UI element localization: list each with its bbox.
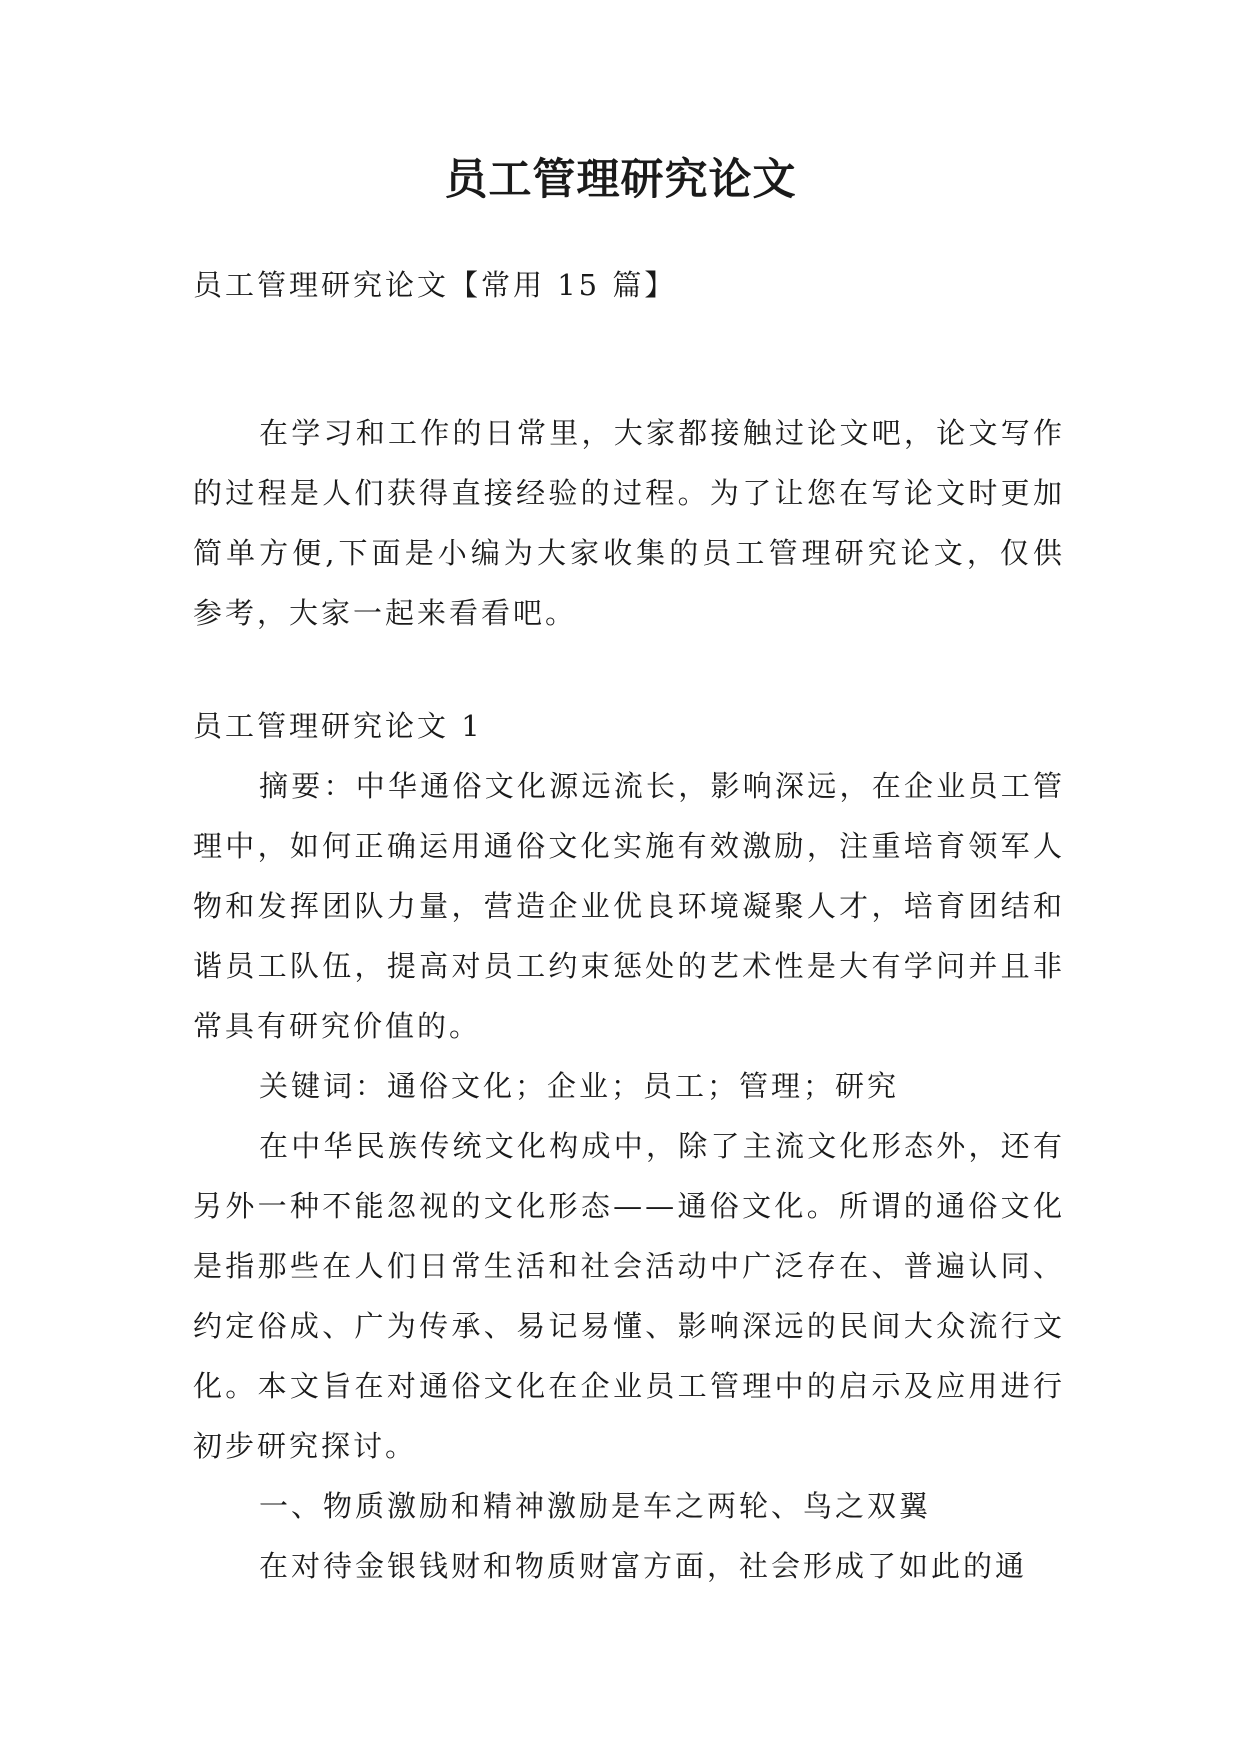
point-one-heading: 一、物质激励和精神激励是车之两轮、鸟之双翼 [259, 1489, 932, 1523]
section-heading: 员工管理研究论文 1 [193, 709, 483, 743]
keywords-paragraph: 关键词：通俗文化；企业；员工；管理；研究 [259, 1069, 900, 1103]
document-subtitle: 员工管理研究论文【常用 15 篇】 [193, 268, 677, 302]
document-title: 员工管理研究论文 [444, 155, 797, 205]
body-paragraph: 在中华民族传统文化构成中，除了主流文化形态外，还有另外一种不能忽视的文化形态——通俗文化。所谓的通俗文化是指那些在人们日常生活和社会活动中广泛存在、普遍认同、约定俗成、广为传承、易记易懂、影响深远的民间大众流行文化。本文旨在对通俗文化在企业员工管理中的启示及应用进行初步研究探讨。 [193, 1129, 1065, 1463]
abstract-paragraph: 摘要：中华通俗文化源远流长，影响深远，在企业员工管理中，如何正确运用通俗文化实施有效激励，注重培育领军人物和发挥团队力量，营造企业优良环境凝聚人才，培育团结和谐员工队伍，提高对员工约束惩处的艺术性是大有学问并且非常具有研究价值的。 [193, 769, 1065, 1043]
point-one-paragraph: 在对待金银钱财和物质财富方面，社会形成了如此的通 [259, 1549, 1028, 1583]
intro-paragraph: 在学习和工作的日常里，大家都接触过论文吧，论文写作的过程是人们获得直接经验的过程。为了让您在写论文时更加简单方便,下面是小编为大家收集的员工管理研究论文，仅供参考，大家一起来看看吧。 [193, 416, 1065, 630]
section-one [193, 696, 1065, 1596]
intro-block [193, 403, 1065, 643]
